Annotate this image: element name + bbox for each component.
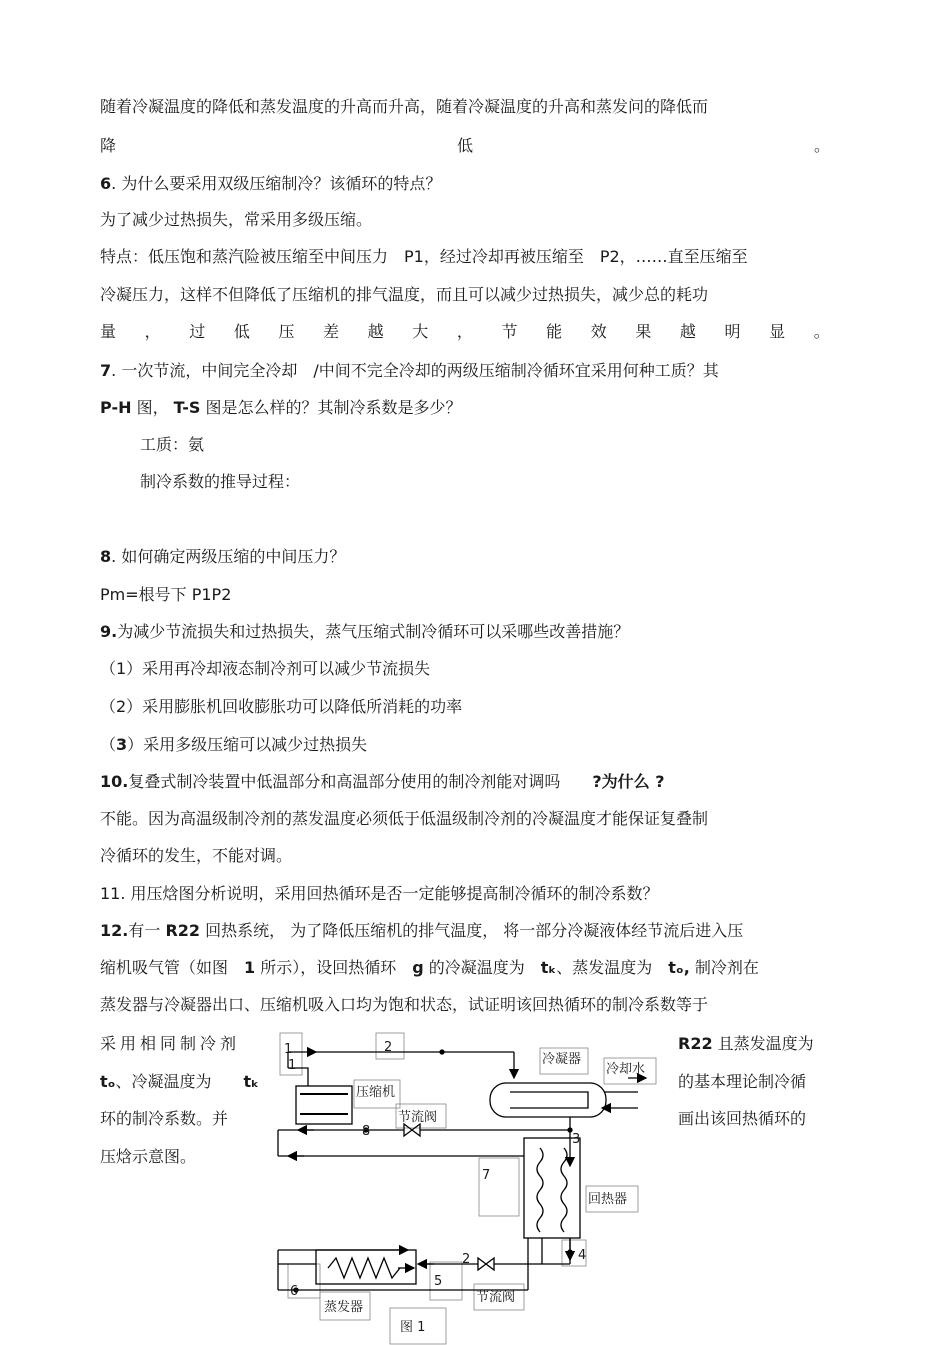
question-12: 12.有一 R22 回热系统， 为了降低压缩机的排气温度， 将一部分冷凝液体经节流后进入压 bbox=[100, 921, 744, 940]
point-label: 6 bbox=[290, 1284, 299, 1299]
right-column-line: 画出该回热循环的 bbox=[678, 1109, 807, 1128]
point-label: 8 bbox=[362, 1124, 371, 1139]
point-label: 1 bbox=[288, 1058, 297, 1073]
question-6: 6. 为什么要采用双级压缩制冷？该循环的特点？ bbox=[100, 174, 442, 193]
point-label: 3 bbox=[572, 1132, 581, 1147]
question-11: 11. 用压焓图分析说明，采用回热循环是否一定能够提高制冷循环的制冷系数？ bbox=[100, 884, 659, 903]
throttle-valve-label: 节流阀 bbox=[476, 1290, 516, 1305]
answer-9-item: （2）采用膨胀机回收膨胀功可以降低所消耗的功率 bbox=[100, 697, 463, 716]
cooling-water-label: 冷却水 bbox=[606, 1062, 646, 1077]
point-label: 5 bbox=[434, 1274, 443, 1289]
answer-7-line: 制冷系数的推导过程： bbox=[140, 472, 301, 491]
left-column-line: 压焓示意图。 bbox=[100, 1147, 197, 1166]
left-column-line: tₒ、冷凝温度为 tₖ bbox=[100, 1072, 259, 1091]
question-8: 8. 如何确定两级压缩的中间压力？ bbox=[100, 547, 346, 566]
answer-6-line: 为了减少过热损失，常采用多级压缩。 bbox=[100, 210, 373, 229]
left-column-line: 环的制冷系数。并 bbox=[100, 1109, 229, 1128]
figure-caption: 图 1 bbox=[400, 1320, 426, 1335]
answer-6-line: 冷凝压力，这样不但降低了压缩机的排气温度，而且可以减少过热损失，减少总的耗功 bbox=[100, 285, 709, 304]
answer-9-item: （3）采用多级压缩可以减少过热损失 bbox=[100, 735, 368, 754]
compressor-label: 压缩机 bbox=[356, 1085, 396, 1100]
point-label: 1 bbox=[284, 1042, 293, 1057]
throttle-valve-label: 节流阀 bbox=[398, 1110, 438, 1125]
right-column-line: R22 且蒸发温度为 bbox=[678, 1034, 814, 1053]
answer-7-line: 工质：氨 bbox=[140, 435, 205, 454]
point-label: 7 bbox=[482, 1168, 491, 1183]
answer-9-item: （1）采用再冷却液态制冷剂可以减少节流损失 bbox=[100, 659, 431, 678]
question-10: 10.复叠式制冷装置中低温部分和高温部分使用的制冷剂能对调吗 ?为什么 ? bbox=[100, 772, 665, 791]
text-line-spread: 降 低 。 bbox=[100, 136, 830, 155]
answer-6-line: 特点：低压饱和蒸汽险被压缩至中间压力 P1，经过冷却再被压缩至 P2，……直至压缩至 bbox=[100, 247, 748, 266]
answer-6-line-spread: 量 ， 过 低 压 差 越 大 ， 节 能 效 果 越 明 显 。 bbox=[100, 322, 830, 341]
right-column-line: 的基本理论制冷循 bbox=[678, 1072, 807, 1091]
question-7-cont: P-H 图， T-S 图是怎么样的？其制冷系数是多少？ bbox=[100, 398, 462, 417]
question-7: 7. 一次节流，中间完全冷却 /中间不完全冷却的两级压缩制冷循环宜采用何种工质？其 bbox=[100, 361, 719, 380]
evaporator-label: 蒸发器 bbox=[324, 1300, 364, 1315]
question-9: 9.为减少节流损失和过热损失，蒸气压缩式制冷循环可以采哪些改善措施？ bbox=[100, 622, 630, 641]
answer-10-line: 不能。因为高温级制冷剂的蒸发温度必须低于低温级制冷剂的冷凝温度才能保证复叠制 bbox=[100, 809, 709, 828]
point-label: 2 bbox=[462, 1252, 471, 1267]
regenerator-label: 回热器 bbox=[588, 1192, 628, 1207]
answer-10-line: 冷循环的发生，不能对调。 bbox=[100, 846, 293, 865]
question-12-line: 蒸发器与冷凝器出口、压缩机吸入口均为饱和状态，试证明该回热循环的制冷系数等于 bbox=[100, 995, 709, 1014]
text-line: 随着冷凝温度的降低和蒸发温度的升高而升高，随着冷凝温度的升高和蒸发问的降低而 bbox=[100, 97, 709, 116]
left-column-line: 采用相同制冷剂 bbox=[100, 1034, 241, 1053]
condenser-label: 冷凝器 bbox=[542, 1052, 582, 1067]
point-label: 2 bbox=[384, 1040, 393, 1055]
answer-8: Pm=根号下 P1P2 bbox=[100, 585, 232, 604]
refrigeration-cycle-diagram bbox=[258, 1028, 678, 1345]
question-12-line: 缩机吸气管（如图 1 所示），设回热循环 g 的冷凝温度为 tₖ、蒸发温度为 tₒ, 制冷剂在 bbox=[100, 958, 759, 977]
point-label: 4 bbox=[578, 1248, 587, 1263]
